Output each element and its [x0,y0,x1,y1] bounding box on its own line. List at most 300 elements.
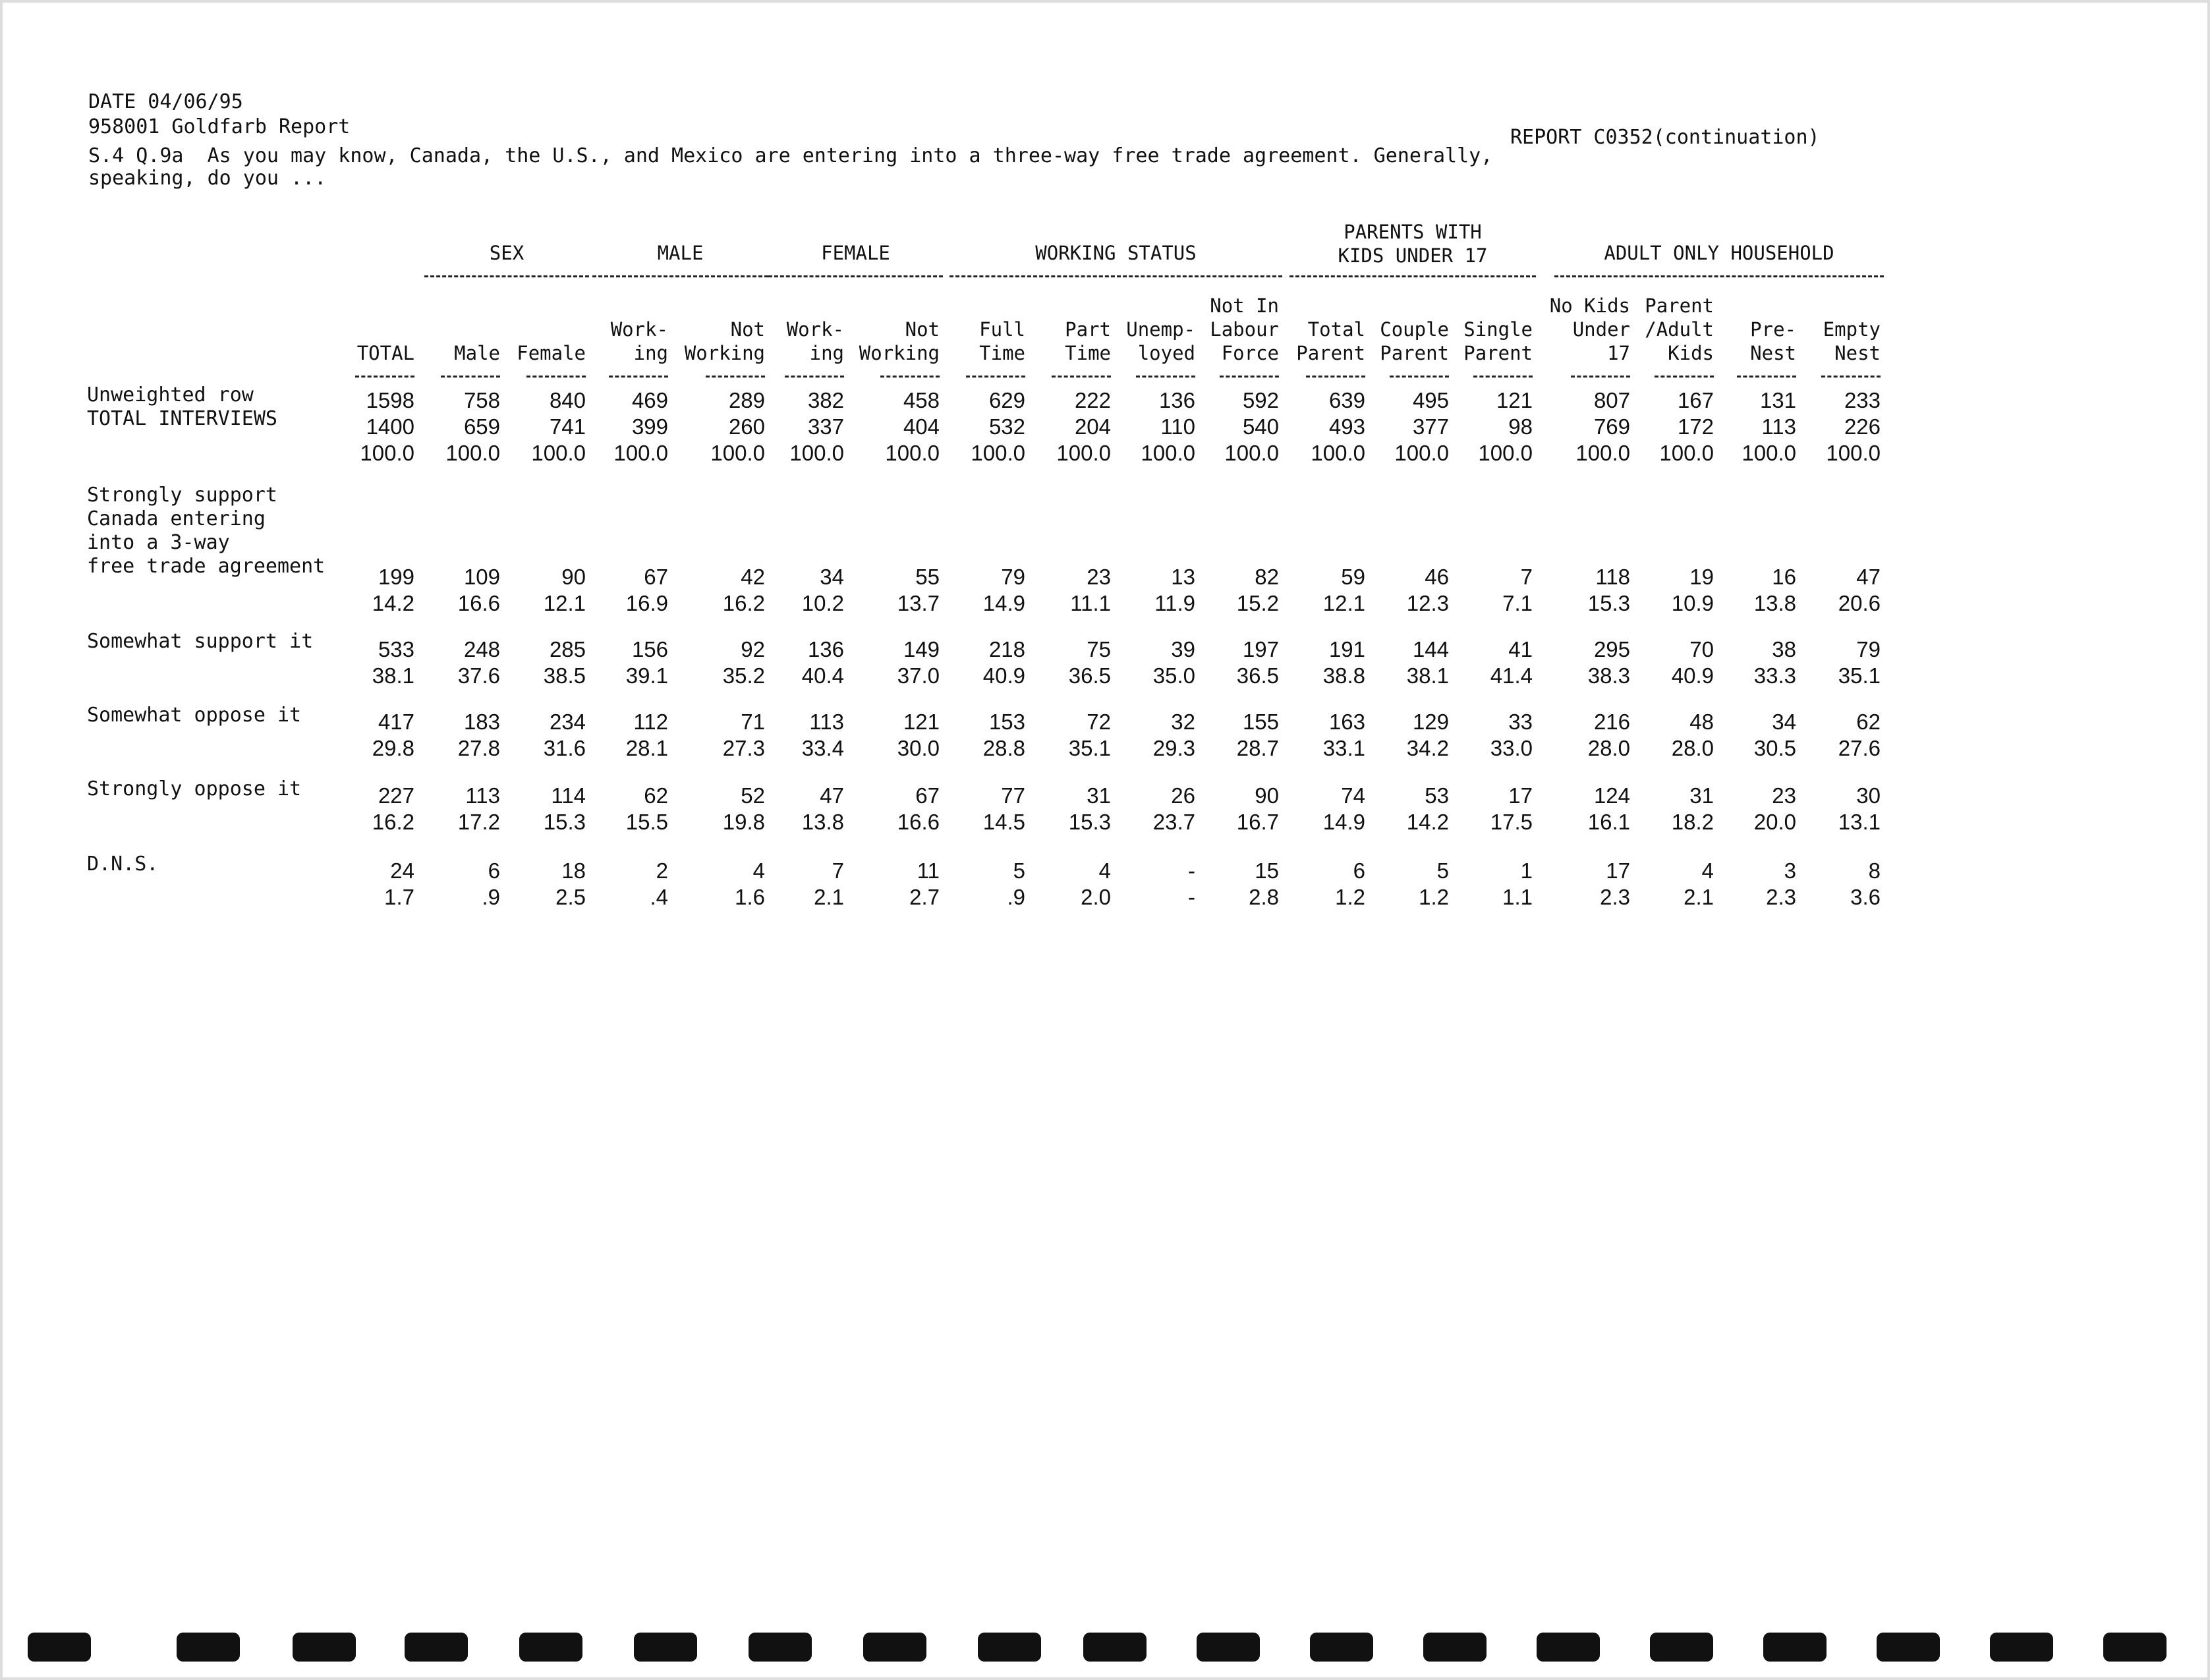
count-cell: 840 [549,388,586,412]
count-cell: 38 [1772,637,1796,661]
percent-cell: 27.3 [722,736,765,760]
count-cell: 5 [1013,858,1025,883]
count-cell: 199 [378,565,414,589]
percent-cell: 2.1 [1684,885,1714,909]
percent-cell: 18.2 [1671,810,1714,834]
percent-cell: 16.2 [372,810,414,834]
feed-hole [1877,1633,1940,1662]
count-cell: 11 [917,858,940,883]
percent-cell: 100.0 [710,441,765,465]
weighted-count-cell: 204 [1074,414,1111,439]
group-underline [768,275,943,277]
percent-cell: 35.1 [1838,663,1881,688]
column-underline [1136,376,1195,378]
feed-hole [405,1633,468,1662]
percent-cell: 100.0 [1141,441,1195,465]
percent-cell: 15.5 [625,810,668,834]
weighted-count-cell: 659 [463,414,500,439]
column-underline [355,376,414,378]
count-cell: 129 [1412,710,1449,734]
percent-cell: 33.1 [1322,736,1365,760]
percent-cell: 36.5 [1236,663,1279,688]
percent-cell: 100.0 [613,441,668,465]
column-underline [785,376,844,378]
count-cell: 75 [1087,637,1111,661]
weighted-count-cell: 110 [1160,414,1195,439]
count-cell: 3 [1784,858,1796,883]
percent-cell: 100.0 [531,441,586,465]
percent-cell: 28.1 [625,736,668,760]
weighted-count-cell: 172 [1677,414,1714,439]
percent-cell: 2.5 [555,885,586,909]
count-cell: 227 [378,783,414,808]
question-line-1: S.4 Q.9a As you may know, Canada, the U.S., and Mexico are entering into a three-way free trade agreement. Generally, [88,144,1493,167]
column-header-no-kids-under-17: No Kids Under 17 [1549,294,1630,364]
percent-cell: 100.0 [445,441,500,465]
count-cell: 67 [644,565,668,589]
percent-cell: 12.1 [543,591,586,615]
count-cell: 533 [378,637,414,661]
count-cell: 218 [988,637,1025,661]
count-cell: 216 [1593,710,1630,734]
weighted-count-cell: 1400 [366,414,414,439]
column-underline [1571,376,1630,378]
count-cell: 155 [1242,710,1279,734]
percent-cell: 40.9 [982,663,1025,688]
percent-cell: 15.3 [1068,810,1111,834]
column-underline [1306,376,1365,378]
percent-cell: 20.0 [1753,810,1796,834]
count-cell: 5 [1436,858,1449,883]
count-cell: 295 [1593,637,1630,661]
count-cell: 6 [1353,858,1365,883]
percent-cell: 1.2 [1335,885,1365,909]
percent-cell: 2.0 [1081,885,1111,909]
percent-cell: 40.9 [1671,663,1714,688]
feed-hole [978,1633,1041,1662]
count-cell: 62 [1856,710,1881,734]
group-header-male: MALE [657,242,704,264]
percent-cell: 11.1 [1070,591,1111,615]
percent-cell: 17.2 [457,810,500,834]
percent-cell: 37.0 [897,663,940,688]
group-underline [592,275,768,277]
weighted-count-cell: 260 [728,414,765,439]
percent-cell: 100.0 [1575,441,1630,465]
percent-cell: 38.3 [1587,663,1630,688]
count-cell: 592 [1242,388,1279,412]
group-header-female: FEMALE [821,242,890,264]
feed-hole [1990,1633,2053,1662]
percent-cell: 35.0 [1152,663,1195,688]
question-line-2: speaking, do you ... [88,167,327,190]
count-cell: 46 [1425,565,1449,589]
feed-hole [749,1633,812,1662]
percent-cell: 28.7 [1236,736,1279,760]
column-header-part-time: Part Time [1065,318,1111,364]
count-cell: 758 [463,388,500,412]
count-cell: 74 [1341,783,1365,808]
percent-cell: 13.8 [1753,591,1796,615]
percent-cell: 28.8 [982,736,1025,760]
percent-cell: 100.0 [1826,441,1881,465]
percent-cell: 19.8 [722,810,765,834]
percent-cell: .9 [1007,885,1025,909]
column-header-work-ing: Work- ing [786,318,844,364]
percent-cell: 12.1 [1322,591,1365,615]
percent-cell: 100.0 [885,441,940,465]
percent-cell: 39.1 [625,663,668,688]
count-cell: 15 [1255,858,1279,883]
count-cell: 233 [1844,388,1881,412]
weighted-count-cell: 399 [631,414,668,439]
percent-cell: 1.7 [384,885,414,909]
percent-cell: 34.2 [1406,736,1449,760]
count-cell: 4 [1701,858,1714,883]
percent-cell: 14.5 [982,810,1025,834]
percent-cell: 29.3 [1152,736,1195,760]
percent-cell: 33.4 [801,736,844,760]
weighted-count-cell: 741 [549,414,586,439]
percent-cell: 2.3 [1600,885,1630,909]
count-cell: 52 [741,783,765,808]
count-cell: 113 [465,783,500,808]
percent-cell: 17.5 [1490,810,1533,834]
report-title: 958001 Goldfarb Report [88,115,351,138]
count-cell: 41 [1508,637,1533,661]
count-cell: 112 [633,710,668,734]
count-cell: 92 [741,637,765,661]
percent-cell: 33.0 [1490,736,1533,760]
percent-cell: 30.5 [1753,736,1796,760]
column-header-not-in-labour-force: Not In Labour Force [1210,294,1279,364]
percent-cell: 40.4 [801,663,844,688]
count-cell: 285 [549,637,586,661]
count-cell: 26 [1171,783,1195,808]
percent-cell: 33.3 [1753,663,1796,688]
count-cell: 70 [1689,637,1714,661]
percent-cell: 10.2 [801,591,844,615]
percent-cell: 16.9 [625,591,668,615]
count-cell: 458 [903,388,940,412]
count-cell: 183 [463,710,500,734]
count-cell: 90 [1255,783,1279,808]
percent-cell: - [1188,885,1195,909]
count-cell: 79 [1856,637,1881,661]
weighted-count-cell: 226 [1844,414,1881,439]
count-cell: 55 [915,565,940,589]
percent-cell: 35.2 [722,663,765,688]
percent-cell: 11.9 [1154,591,1195,615]
count-cell: 6 [488,858,500,883]
percent-cell: 10.9 [1671,591,1714,615]
count-cell: 121 [903,710,940,734]
group-underline [1554,275,1884,277]
percent-cell: 13.7 [897,591,940,615]
column-header-work-ing: Work- ing [610,318,668,364]
column-header-female: Female [517,342,586,364]
column-underline [609,376,668,378]
count-cell: 18 [561,858,586,883]
percent-cell: .9 [482,885,500,909]
count-cell: 32 [1171,710,1195,734]
count-cell: 47 [1856,565,1881,589]
count-cell: 42 [741,565,765,589]
count-cell: 33 [1508,710,1533,734]
column-header-empty-nest: Empty Nest [1823,318,1881,364]
percent-cell: 29.8 [372,736,414,760]
group-underline [424,275,589,277]
feed-hole [634,1633,697,1662]
group-underline [949,275,1282,277]
count-cell: 131 [1759,388,1796,412]
percent-cell: 30.0 [897,736,940,760]
percent-cell: 16.7 [1236,810,1279,834]
column-underline [706,376,765,378]
count-cell: 1598 [366,388,414,412]
column-header-parent-adult-kids: Parent /Adult Kids [1645,294,1714,364]
count-cell: 13 [1171,565,1195,589]
percent-cell: 100.0 [789,441,844,465]
percent-cell: 1.2 [1419,885,1449,909]
percent-cell: 14.9 [1322,810,1365,834]
count-cell: 629 [988,388,1025,412]
percent-cell: 27.8 [457,736,500,760]
column-underline [880,376,940,378]
count-cell: 136 [807,637,844,661]
percent-cell: 16.2 [722,591,765,615]
count-cell: 77 [1001,783,1025,808]
percent-cell: 23.7 [1152,810,1195,834]
group-header-adult: ADULT ONLY HOUSEHOLD [1604,242,1834,264]
row-label-d-n-s: D.N.S. [87,853,159,876]
feed-hole [863,1633,926,1662]
count-cell: 197 [1242,637,1279,661]
percent-cell: 38.8 [1322,663,1365,688]
count-cell: 234 [549,710,586,734]
count-cell: 807 [1593,388,1630,412]
column-underline [441,376,500,378]
count-cell: 156 [631,637,668,661]
percent-cell: 14.9 [982,591,1025,615]
count-cell: 495 [1412,388,1449,412]
count-cell: 2 [656,858,668,883]
percent-cell: 2.1 [814,885,844,909]
group-underline [1289,275,1536,277]
count-cell: 4 [1098,858,1111,883]
weighted-count-cell: 769 [1593,414,1630,439]
count-cell: 34 [820,565,844,589]
percent-cell: 13.8 [801,810,844,834]
column-underline [1473,376,1533,378]
percent-cell: 2.3 [1766,885,1796,909]
column-header-couple-parent: Couple Parent [1380,318,1449,364]
count-cell: 34 [1772,710,1796,734]
count-cell: 39 [1171,637,1195,661]
feed-hole [519,1633,582,1662]
percent-cell: 41.4 [1490,663,1533,688]
column-header-full-time: Full Time [979,318,1025,364]
count-cell: 222 [1074,388,1111,412]
percent-cell: 38.1 [1406,663,1449,688]
count-cell: 382 [807,388,844,412]
column-header-unemp-loyed: Unemp- loyed [1126,318,1195,364]
column-underline [526,376,586,378]
feed-hole [177,1633,240,1662]
column-underline [1737,376,1796,378]
count-cell: 48 [1689,710,1714,734]
count-cell: 114 [551,783,586,808]
column-header-single-parent: Single Parent [1463,318,1533,364]
group-header-sex: SEX [489,242,524,264]
percent-cell: 100.0 [1056,441,1111,465]
count-cell: 124 [1593,783,1630,808]
count-cell: 16 [1772,565,1796,589]
row-label-somewhat-oppose-it: Somewhat oppose it [87,704,302,727]
percent-cell: .4 [650,885,668,909]
percent-cell: 38.1 [372,663,414,688]
percent-cell: 1.6 [735,885,765,909]
percent-cell: 100.0 [1659,441,1714,465]
column-header-not-working: Not Working [859,318,940,364]
count-cell: 153 [988,710,1025,734]
percent-cell: 27.6 [1838,736,1881,760]
count-cell: 163 [1328,710,1365,734]
weighted-count-cell: 98 [1508,414,1533,439]
count-cell: - [1188,858,1195,883]
count-cell: 23 [1772,783,1796,808]
feed-hole [2103,1633,2167,1662]
group-header-working: WORKING STATUS [1035,242,1197,264]
report-id: REPORT C0352(continuation) [1510,126,1820,149]
count-cell: 53 [1425,783,1449,808]
column-header-not-working: Not Working [684,318,765,364]
feed-hole [1197,1633,1260,1662]
percent-cell: 2.7 [909,885,940,909]
column-underline [1821,376,1881,378]
count-cell: 90 [561,565,586,589]
count-cell: 639 [1328,388,1365,412]
count-cell: 24 [390,858,414,883]
count-cell: 1 [1520,858,1533,883]
percent-cell: 15.2 [1236,591,1279,615]
feed-hole [1650,1633,1713,1662]
percent-cell: 12.3 [1406,591,1449,615]
column-underline [1390,376,1449,378]
count-cell: 72 [1087,710,1111,734]
count-cell: 67 [915,783,940,808]
percent-cell: 36.5 [1068,663,1111,688]
count-cell: 149 [903,637,940,661]
count-cell: 4 [752,858,765,883]
percent-cell: 14.2 [372,591,414,615]
count-cell: 19 [1689,565,1714,589]
column-underline [1220,376,1279,378]
feed-hole [1083,1633,1147,1662]
percent-cell: 2.8 [1249,885,1279,909]
count-cell: 30 [1856,783,1881,808]
percent-cell: 100.0 [1742,441,1796,465]
percent-cell: 20.6 [1838,591,1881,615]
count-cell: 8 [1868,858,1881,883]
percent-cell: 13.1 [1838,810,1881,834]
row-label-somewhat-support-it: Somewhat support it [87,630,314,653]
percent-cell: 100.0 [1311,441,1365,465]
weighted-count-cell: 113 [1761,414,1796,439]
count-cell: 469 [631,388,668,412]
count-cell: 136 [1158,388,1195,412]
count-cell: 417 [378,710,414,734]
percent-cell: 100.0 [1478,441,1533,465]
percent-cell: 100.0 [1394,441,1449,465]
count-cell: 191 [1328,637,1365,661]
row-label-strongly-support: Strongly support Canada entering into a 3-way free trade agreement [87,484,326,578]
weighted-count-cell: 493 [1328,414,1365,439]
percent-cell: 15.3 [1587,591,1630,615]
count-cell: 23 [1087,565,1111,589]
count-cell: 248 [463,637,500,661]
percent-cell: 38.5 [543,663,586,688]
report-date: DATE 04/06/95 [88,90,243,113]
count-cell: 118 [1595,565,1630,589]
percent-cell: 100.0 [1224,441,1279,465]
count-cell: 82 [1255,565,1279,589]
count-cell: 62 [644,783,668,808]
column-underline [1052,376,1111,378]
percent-cell: 1.1 [1502,885,1533,909]
count-cell: 289 [728,388,765,412]
count-cell: 167 [1677,388,1714,412]
count-cell: 144 [1412,637,1449,661]
count-cell: 59 [1341,565,1365,589]
feed-hole [1763,1633,1827,1662]
count-cell: 121 [1496,388,1533,412]
column-header-total-parent: Total Parent [1296,318,1365,364]
count-cell: 17 [1606,858,1630,883]
count-cell: 79 [1001,565,1025,589]
percent-cell: 35.1 [1068,736,1111,760]
percent-cell: 16.6 [457,591,500,615]
count-cell: 47 [820,783,844,808]
weighted-count-cell: 337 [807,414,844,439]
count-cell: 113 [809,710,844,734]
percent-cell: 7.1 [1502,591,1533,615]
feed-hole [28,1633,91,1662]
row-label-strongly-oppose-it: Strongly oppose it [87,777,302,800]
count-cell: 7 [1520,565,1533,589]
percent-cell: 16.1 [1587,810,1630,834]
percent-cell: 28.0 [1671,736,1714,760]
column-header-total: TOTAL [356,342,414,364]
weighted-count-cell: 377 [1412,414,1449,439]
column-header-male: Male [454,342,500,364]
count-cell: 31 [1087,783,1111,808]
percent-cell: 28.0 [1587,736,1630,760]
percent-cell: 37.6 [457,663,500,688]
percent-cell: 100.0 [971,441,1025,465]
percent-cell: 14.2 [1406,810,1449,834]
percent-cell: 16.6 [897,810,940,834]
weighted-count-cell: 540 [1242,414,1279,439]
feed-hole [1310,1633,1373,1662]
weighted-count-cell: 404 [903,414,940,439]
group-header-parents: PARENTS WITH KIDS UNDER 17 [1338,221,1488,267]
feed-hole [1423,1633,1487,1662]
column-header-pre-nest: Pre- Nest [1750,318,1796,364]
percent-cell: 15.3 [543,810,586,834]
count-cell: 31 [1689,783,1714,808]
column-underline [966,376,1025,378]
